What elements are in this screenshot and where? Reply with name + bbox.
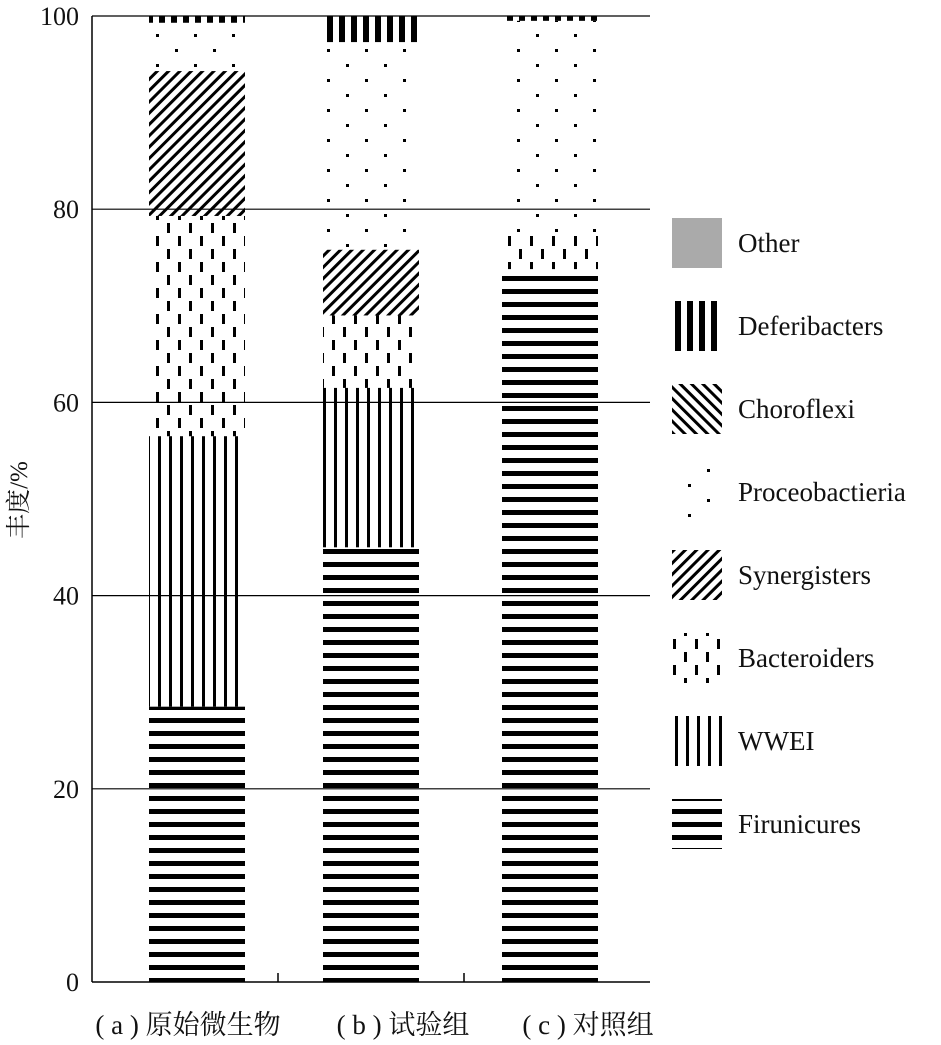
- legend-swatch-wwei: [672, 716, 722, 766]
- legend-swatch-proceobactieria: [672, 467, 722, 517]
- bar-synergisters-cat-2: [323, 250, 419, 316]
- legend-label-other: Other: [738, 228, 800, 258]
- bar-proceobactieria-cat-3: [502, 21, 598, 235]
- y-tick-labels: [40, 2, 79, 997]
- bar-deferibacters-cat-2: [323, 16, 419, 42]
- legend-swatch-firunicures: [672, 799, 722, 849]
- legend-swatch-other: [672, 218, 722, 268]
- bar-bacteroiders-cat-2: [323, 315, 419, 387]
- bar-wwei-cat-1: [149, 436, 245, 706]
- category-label-1: ( a ) 原始微生物: [95, 1010, 281, 1040]
- bars: [149, 16, 598, 982]
- legend-swatch-choroflexi: [672, 384, 722, 434]
- category-label-2: ( b ) 试验组: [336, 1010, 470, 1040]
- y-tick-label-60: 60: [53, 388, 79, 418]
- bar-synergisters-cat-1: [149, 71, 245, 216]
- y-tick-label-100: 100: [40, 2, 79, 31]
- bar-proceobactieria-cat-2: [323, 42, 419, 250]
- legend-label-deferibacters: Deferibacters: [738, 311, 884, 341]
- legend-label-bacteroiders: Bacteroiders: [738, 643, 875, 673]
- bar-bacteroiders-cat-1: [149, 216, 245, 436]
- y-tick-label-80: 80: [53, 195, 79, 225]
- legend-label-choroflexi: Choroflexi: [738, 394, 855, 424]
- legend-swatch-synergisters: [672, 550, 722, 600]
- bar-wwei-cat-2: [323, 388, 419, 547]
- bar-proceobactieria-cat-1: [149, 23, 245, 71]
- bar-firunicures-cat-1: [149, 707, 245, 982]
- category-label-3: ( c ) 对照组: [522, 1010, 654, 1040]
- y-axis-label: 丰度/%: [6, 461, 33, 539]
- legend-label-synergisters: Synergisters: [738, 560, 871, 590]
- legend-label-wwei: WWEI: [738, 726, 815, 756]
- y-tick-label-40: 40: [53, 581, 79, 611]
- legend-label-proceobactieria: Proceobactieria: [738, 477, 906, 507]
- legend-label-firunicures: Firunicures: [738, 809, 861, 839]
- legend-swatch-bacteroiders: [672, 633, 722, 683]
- legend-swatch-deferibacters: [672, 301, 722, 351]
- legend: [672, 218, 906, 849]
- y-tick-label-0: 0: [66, 968, 79, 997]
- y-tick-label-20: 20: [53, 774, 79, 804]
- bar-deferibacters-cat-1: [149, 16, 245, 23]
- category-labels: [95, 1010, 653, 1040]
- bar-bacteroiders-cat-3: [502, 235, 598, 269]
- bar-deferibacters-cat-3: [502, 16, 598, 21]
- bar-firunicures-cat-2: [323, 547, 419, 982]
- bar-firunicures-cat-3: [502, 269, 598, 982]
